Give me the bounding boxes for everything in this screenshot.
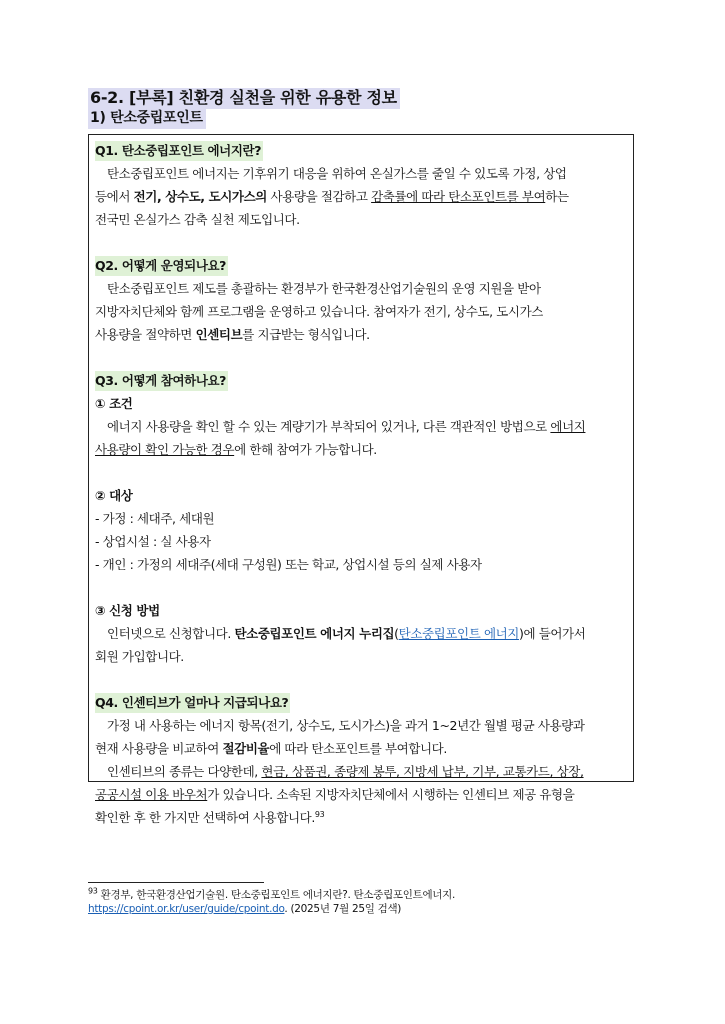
footnote: [88, 888, 455, 916]
footnote-reference[interactable]: 93: [314, 809, 325, 819]
q4-line-4: [95, 783, 623, 806]
q3-target-item: - 상업시설 : 실 사용자: [95, 534, 211, 549]
q2-text: 사용량을 절약하면: [95, 327, 196, 342]
q1-text: 등에서: [95, 189, 134, 204]
q3-title: Q3. 어떻게 참여하나요?: [95, 371, 228, 391]
q1-text: 하는: [545, 189, 569, 204]
q3-target-item: - 가정 : 세대주, 세대원: [95, 511, 215, 526]
q3-text: (: [394, 626, 399, 641]
q2-text: 를 지급받는 형식입니다.: [242, 327, 370, 342]
q3-underlined-text: 에너지: [550, 419, 586, 434]
q1-line-1: 탄소중립포인트 에너지는 기후위기 대응을 위하여 온실가스를 줄일 수 있도록 가정, 상업: [107, 166, 567, 181]
q3-text: 인터넷으로 신청합니다.: [107, 626, 235, 641]
footnote-number: 93: [88, 886, 98, 896]
q3-apply-title: ③ 신청 방법: [95, 603, 160, 618]
cpoint-site-link[interactable]: 탄소중립포인트 에너지: [398, 626, 519, 641]
footnote-tail: . (2025년 7월 25일 검색): [284, 903, 402, 915]
section-heading: 6-2. [부록] 친환경 실천을 위한 유용한 정보: [88, 88, 400, 109]
q4-line-1: 가정 내 사용하는 에너지 항목(전기, 상수도, 도시가스)을 과거 1~2년간 월별 평균 사용량과: [107, 718, 585, 733]
q4-line-3: [95, 760, 623, 783]
q3-target-item: - 개인 : 가정의 세대주(세대 구성원) 또는 학교, 상업시설 등의 실제 사용자: [95, 557, 482, 572]
q2-line-3: [95, 323, 623, 346]
q4-line-5: [95, 806, 623, 829]
q4-text: 가 있습니다. 소속된 지방자치단체에서 시행하는 인센티브 제공 유형을: [207, 787, 575, 802]
q3-apply-line-1: [95, 622, 623, 645]
q2-title: Q2. 어떻게 운영되나요?: [95, 256, 228, 276]
q2-line-1: 탄소중립포인트 제도를 총괄하는 환경부가 한국환경산업기술원의 운영 지원을 받아: [107, 281, 541, 296]
q3-text: 에너지 사용량을 확인 할 수 있는 계량기가 부착되어 있거나, 다른 객관적인 방법으로: [107, 419, 551, 434]
info-box: [88, 134, 634, 825]
subsection-heading: 1) 탄소중립포인트: [88, 109, 206, 129]
q1-underlined-text: 감축률에 따라 탄소포인트를 부여: [371, 189, 546, 204]
q2-line-2: 지방자치단체와 함께 프로그램을 운영하고 있습니다. 참여자가 전기, 상수도, 도시가스: [95, 304, 543, 319]
q3-target-title: ② 대상: [95, 488, 133, 503]
q4-text: 현재 사용량을 비교하여: [95, 741, 223, 756]
q4-underlined-text: 공공시설 이용 바우처: [95, 787, 208, 802]
q1-bold-text: 전기, 상수도, 도시가스의: [133, 189, 267, 204]
q3-condition-title: ① 조건: [95, 396, 133, 411]
q3-condition-line-2: [95, 438, 623, 461]
q3-bold-text: 탄소중립포인트 에너지 누리집: [234, 626, 395, 641]
q4-text: 인센티브의 종류는 다양한데,: [107, 764, 262, 779]
q3-condition-line-1: [95, 415, 623, 438]
q4-text: 에 따라 탄소포인트를 부여합니다.: [269, 741, 447, 756]
q1-text: 사용량을 절감하고: [266, 189, 372, 204]
q1-line-2: [95, 185, 623, 208]
q4-bold-text: 절감비율: [222, 741, 270, 756]
q3-text: 에 한해 참여가 가능합니다.: [234, 442, 377, 457]
q4-underlined-text: 현금, 상품권, 종량제 봉투, 지방세 납부, 기부, 교통카드, 상장,: [261, 764, 584, 779]
q4-title: Q4. 인센티브가 얼마나 지급되나요?: [95, 693, 290, 713]
footnote-text: 환경부, 한국환경산업기술원. 탄소중립포인트 에너지란?. 탄소중립포인트에너지.: [97, 889, 456, 901]
q1-line-3: 전국민 온실가스 감축 실천 제도입니다.: [95, 212, 300, 227]
footnote-url-link[interactable]: https://cpoint.or.kr/user/guide/cpoint.do: [88, 903, 285, 915]
footnote-divider: [88, 882, 264, 883]
q4-line-2: [95, 737, 623, 760]
q2-bold-text: 인센티브: [195, 327, 243, 342]
q3-text: )에 들어가서: [518, 626, 586, 641]
q3-underlined-text: 사용량이 확인 가능한 경우: [95, 442, 235, 457]
q4-text: 확인한 후 한 가지만 선택하여 사용합니다.: [95, 810, 315, 825]
q1-title: Q1. 탄소중립포인트 에너지란?: [95, 141, 263, 161]
q3-apply-line-2: 회원 가입합니다.: [95, 649, 184, 664]
